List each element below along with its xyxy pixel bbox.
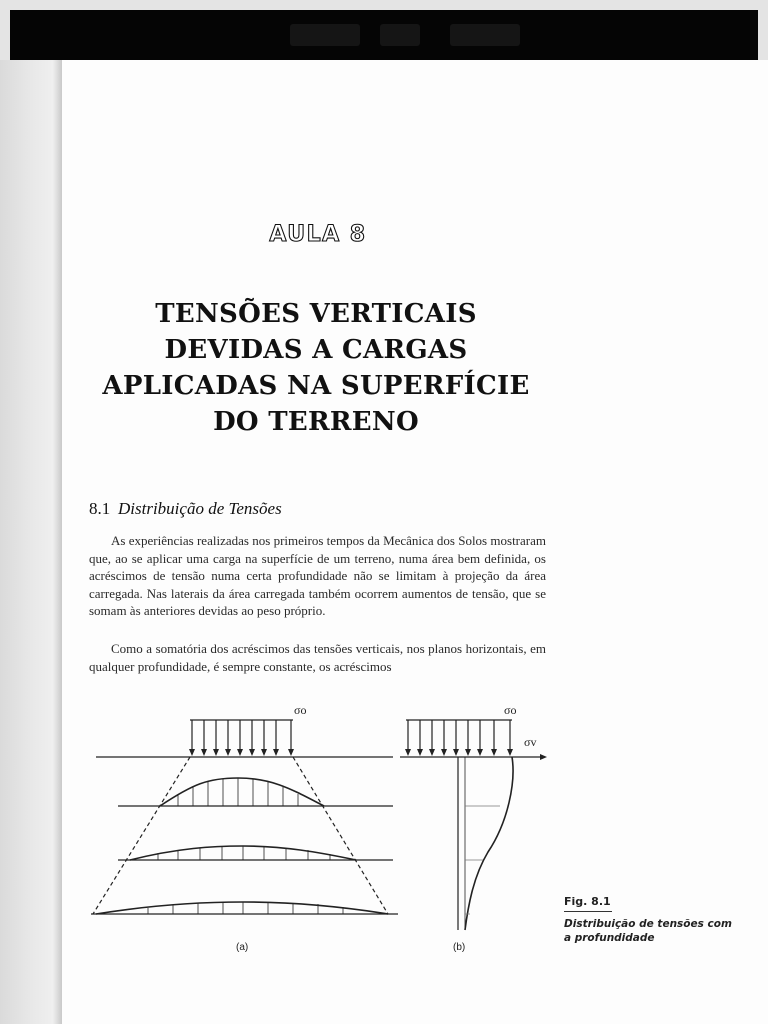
title-line: TENSÕES VERTICAIS [155, 299, 477, 329]
load-arrowheads [189, 749, 294, 756]
section-title: Distribuição de Tensões [118, 499, 282, 518]
sigma-o-label-b: σo [504, 703, 517, 717]
figure-caption-text: Distribuição de tensões com a profundidade [564, 918, 732, 944]
stress-depth-curve [465, 757, 513, 930]
figure-caption-rule [564, 911, 612, 912]
figure-a [91, 720, 398, 914]
title-line: DEVIDAS A CARGAS [164, 335, 468, 365]
book-gutter [0, 60, 62, 1024]
stress-curve-3 [96, 902, 388, 914]
paragraph-1: As experiências realizadas nos primeiros tempos da Mecânica dos Solos mostraram que, ao se aplicar uma carga na superfície de um terreno, numa área bem definida, os acréscimos de tensão numa certa profundidade não se limitam à projeção da área carregada. Nas laterais da área carregada também ocorrem aumentos de tensão, que se somam às anteriores devidas ao peso próprio. [89, 533, 546, 618]
figure-caption-number: Fig. 8.1 [564, 895, 611, 908]
load-arrowheads-b [405, 749, 513, 756]
figure-b [400, 720, 547, 930]
title-line: DO TERRENO [213, 407, 419, 437]
stress-curve-1 [160, 778, 324, 806]
scan-smudge [290, 24, 360, 46]
spread-line-left [93, 757, 190, 914]
spread-line-right [293, 757, 388, 914]
section-number: 8.1 [89, 499, 111, 518]
axis-arrowhead [540, 754, 547, 760]
subfigure-label-b: (b) [453, 942, 466, 953]
scan-smudge [450, 24, 520, 46]
scan-top-bar [10, 10, 758, 60]
stress-distribution-figure [88, 702, 548, 958]
load-arrows [192, 720, 291, 754]
title-line: APLICADAS NA SUPERFÍCIE [102, 371, 530, 401]
load-arrows-b [408, 720, 510, 754]
scan-smudge [380, 24, 420, 46]
paragraph-2: Como a somatória dos acréscimos das tensões verticais, nos planos horizontais, em qualquer profundidade, é sempre constante, os acréscimos [89, 641, 546, 674]
sigma-o-label-a: σo [294, 703, 307, 717]
sigma-v-label: σv [524, 735, 537, 749]
chapter-title [60, 296, 572, 440]
chapter-label: AULA 8 [269, 222, 367, 247]
subfigure-label-a: (a) [236, 942, 249, 953]
